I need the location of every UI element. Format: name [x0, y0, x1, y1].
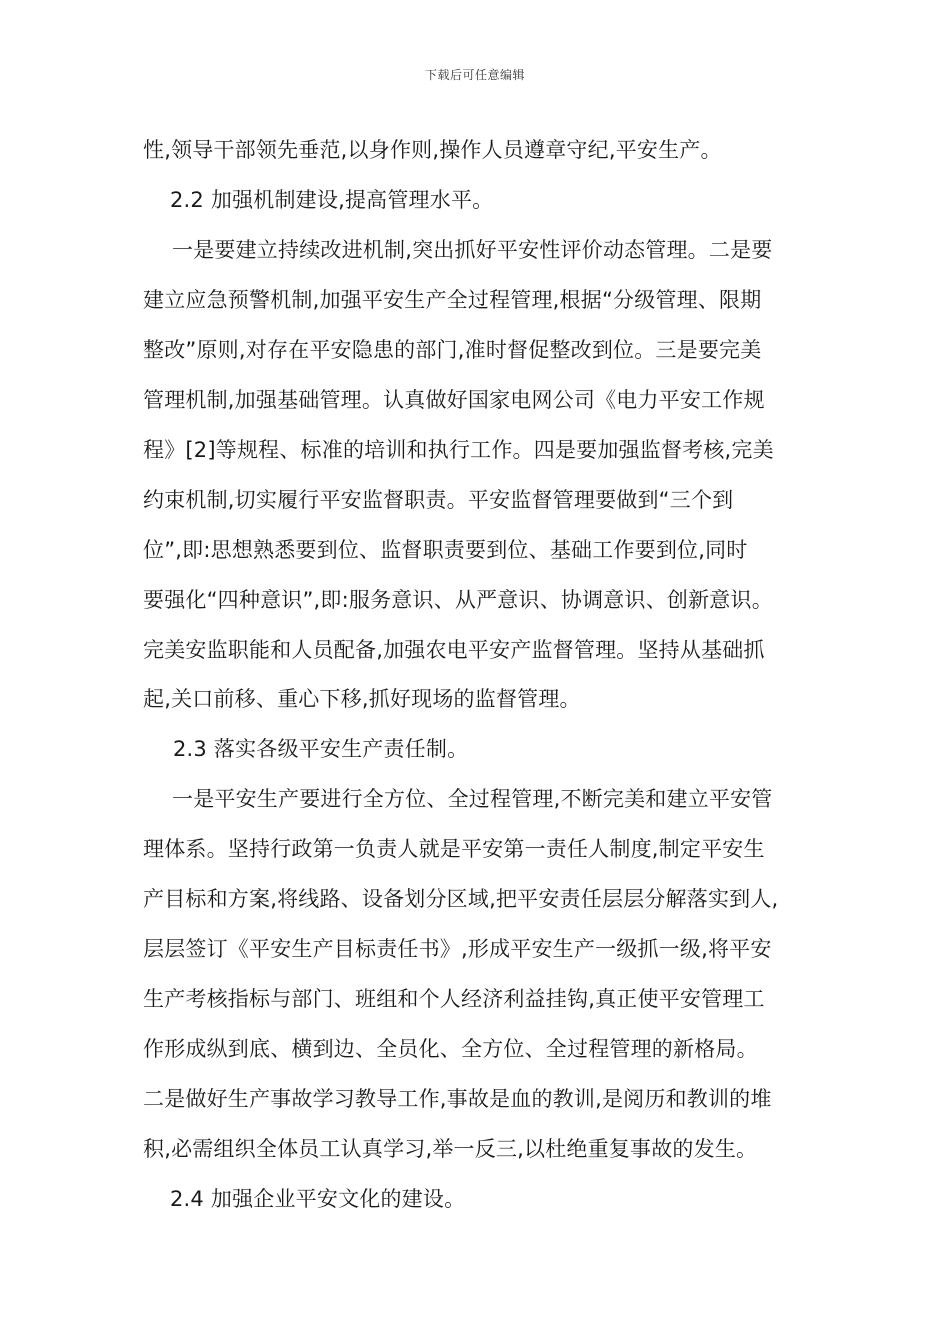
page-header: 下载后可任意编辑 — [424, 68, 525, 82]
section-heading: 2.4 加强企业平安文化的建设。 — [170, 1187, 466, 1211]
body-line: 性,领导干部领先垂范,以身作则,操作人员遵章守纪,平安生产。 — [143, 138, 722, 162]
body-line: 生产考核指标与部门、班组和个人经济利益挂钩,真正使平安管理工 — [143, 987, 765, 1011]
body-line: 积,必需组织全体员工认真学习,举一反三,以杜绝重复事故的发生。 — [143, 1137, 758, 1161]
body-line: 完美安监职能和人员配备,加强农电平安产监督管理。坚持从基础抓 — [143, 638, 765, 662]
body-line: 产目标和方案,将线路、设备划分区域,把平安责任层层分解落实到人, — [143, 887, 779, 911]
body-line: 程》[2]等规程、标准的培训和执行工作。四是要加强监督考核,完美 — [143, 438, 774, 462]
body-line: 理体系。坚持行政第一负责人就是平安第一责任人制度,制定平安生 — [143, 837, 765, 861]
body-line: 要强化“四种意识”,即:服务意识、从严意识、协调意识、创新意识。 — [143, 588, 773, 612]
section-heading: 2.2 加强机制建设,提高管理水平。 — [170, 188, 494, 212]
body-line: 一是平安生产要进行全方位、全过程管理,不断完美和建立平安管 — [172, 787, 773, 811]
body-line: 位”,即:思想熟悉要到位、监督职责要到位、基础工作要到位,同时 — [143, 538, 748, 562]
body-line: 二是做好生产事故学习教导工作,事故是血的教训,是阅历和教训的堆 — [143, 1087, 772, 1111]
body-line: 层层签订《平安生产目标责任书》,形成平安生产一级抓一级,将平安 — [143, 937, 772, 961]
body-line: 作形成纵到底、横到边、全员化、全方位、全过程管理的新格局。 — [143, 1037, 758, 1061]
body-line: 整改”原则,对存在平安隐患的部门,准时督促整改到位。三是要完美 — [143, 338, 762, 362]
body-line: 起,关口前移、重心下移,抓好现场的监督管理。 — [143, 687, 581, 711]
body-line: 约束机制,切实履行平安监督职责。平安监督管理要做到“三个到 — [143, 488, 734, 512]
body-line: 管理机制,加强基础管理。认真做好国家电网公司《电力平安工作规 — [143, 388, 765, 412]
body-line: 一是要建立持续改进机制,突出抓好平安性评价动态管理。二是要 — [172, 238, 773, 262]
body-line: 建立应急预警机制,加强平安生产全过程管理,根据“分级管理、限期 — [143, 288, 762, 312]
section-heading: 2.3 落实各级平安生产责任制。 — [173, 737, 469, 761]
